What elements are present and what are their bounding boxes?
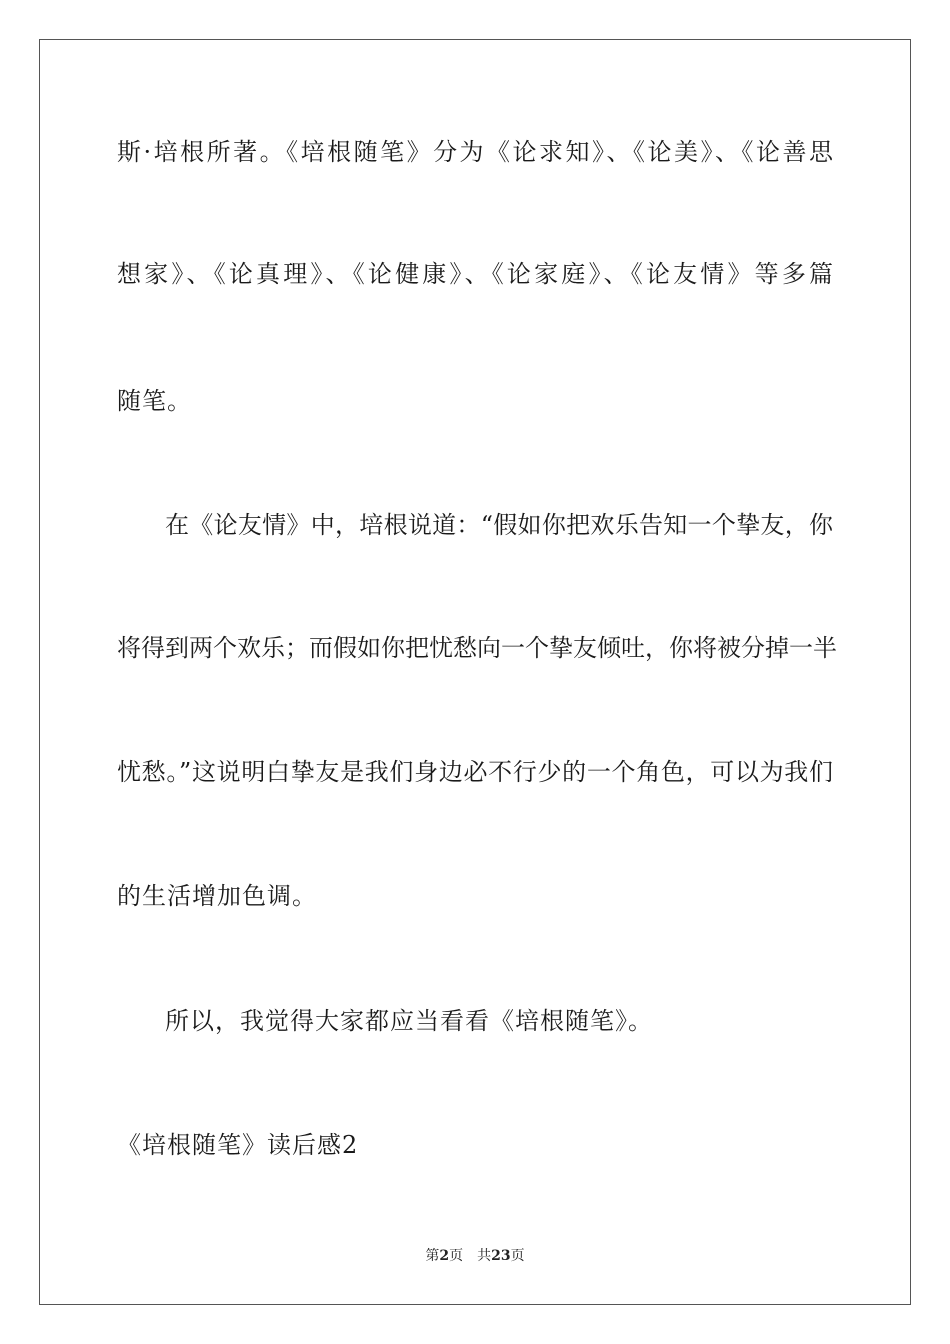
footer-total-prefix: 共 (477, 1248, 492, 1264)
paragraph-2-line-3: 忧愁。”这说明白挚友是我们身边必不行少的一个角色，可以为我们 (117, 758, 833, 786)
footer-page-number: 2 (439, 1248, 450, 1264)
footer-page-suffix: 页 (449, 1248, 464, 1264)
paragraph-2-line-1: 在《论友情》中，培根说道：“假如你把欢乐告知一个挚友，你 (165, 511, 833, 539)
paragraph-2-line-4: 的生活增加色调。 (117, 882, 317, 910)
paragraph-1-line-2: 想家》、《论真理》、《论健康》、《论家庭》、《论友情》等多篇 (117, 260, 833, 288)
paragraph-1-line-3: 随笔。 (117, 387, 192, 415)
page-frame (39, 39, 911, 1305)
section-heading: 《培根随笔》读后感2 (117, 1131, 359, 1159)
footer-total-suffix: 页 (510, 1248, 525, 1264)
paragraph-2-line-2: 将得到两个欢乐；而假如你把忧愁向一个挚友倾吐，你将被分掉一半 (117, 634, 837, 662)
page-footer (0, 1246, 950, 1266)
footer-page-prefix: 第 (425, 1248, 440, 1264)
paragraph-3-line-1: 所以，我觉得大家都应当看看《培根随笔》。 (165, 1007, 653, 1035)
paragraph-1-line-1: 斯·培根所著。《培根随笔》分为《论求知》、《论美》、《论善思 (117, 138, 833, 166)
footer-total-pages: 23 (491, 1248, 511, 1264)
